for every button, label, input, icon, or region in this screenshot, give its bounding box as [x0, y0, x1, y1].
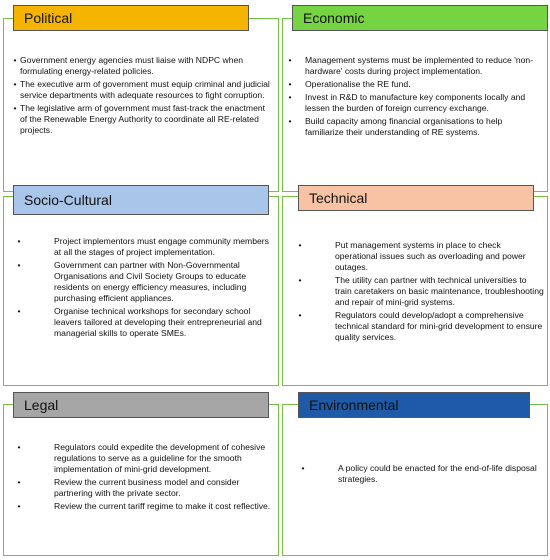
list-item: • Invest in R&D to manufacture key components locally and lessen the burden of foreign currency exchange.	[285, 92, 543, 114]
list-item: • Government energy agencies must liaise with NDPC when formulating energy-related policies.	[10, 55, 272, 77]
political-title: Political	[24, 10, 73, 26]
socio-cultural-title: Socio-Cultural	[24, 192, 112, 208]
bullet-icon: •	[17, 260, 21, 270]
bullet-icon: •	[13, 55, 17, 65]
list-item: • Management systems must be implemented to reduce 'non-hardware' costs during project implementation.	[285, 55, 543, 77]
list-item: • Build capacity among financial organisations to help familiarize their understanding of RE systems.	[285, 116, 543, 138]
bullet-icon: •	[288, 79, 292, 89]
bullet-icon: •	[301, 463, 305, 473]
list-item: • A policy could be enacted for the end-of-life disposal strategies.	[298, 463, 543, 485]
list-item: • Project implementors must engage community members at all the stages of project implementation.	[14, 236, 272, 258]
list-item: • Regulators could expedite the development of cohesive regulations to serve as a guideline for the smooth implementation of mini-grid development.	[14, 442, 272, 475]
legal-header	[13, 392, 269, 418]
political-list	[10, 55, 272, 138]
list-item: • Put management systems in place to check operational issues such as overloading and power outages.	[295, 240, 545, 273]
technical-header	[298, 185, 534, 211]
list-item: • The executive arm of government must equip criminal and judicial service departments with adequate resources to fight corruption.	[10, 79, 272, 101]
list-item: • The legislative arm of government must fast-track the enactment of the Renewable Energy Authority to coordinate all RE-related projects.	[10, 103, 272, 136]
environmental-title: Environmental	[309, 397, 399, 413]
economic-list	[285, 55, 543, 140]
technical-list	[295, 240, 545, 345]
bullet-icon: •	[13, 79, 17, 89]
bullet-icon: •	[17, 501, 21, 511]
bullet-icon: •	[288, 55, 292, 65]
bullet-icon: •	[13, 103, 17, 113]
list-item: • Review the current tariff regime to make it cost reflective.	[14, 501, 272, 512]
bullet-icon: •	[288, 116, 292, 126]
bullet-icon: •	[17, 306, 21, 316]
bullet-icon: •	[298, 275, 302, 285]
list-item: • Regulators could develop/adopt a comprehensive technical standard for mini-grid development to ensure quality services.	[295, 310, 545, 343]
bullet-icon: •	[298, 240, 302, 250]
legal-list	[14, 442, 272, 514]
environmental-header	[298, 392, 530, 418]
bullet-icon: •	[17, 477, 21, 487]
technical-title: Technical	[309, 190, 368, 206]
list-item: • Government can partner with Non-Governmental Organisations and Civil Society Groups to educate residents on energy efficiency measures, including purchasing efficient appliances.	[14, 260, 272, 304]
list-item: • Operationalise the RE fund.	[285, 79, 543, 90]
economic-header	[292, 5, 548, 31]
bullet-icon: •	[288, 92, 292, 102]
socio-cultural-list	[14, 236, 272, 341]
list-item: • Organise technical workshops for secondary school leavers tailored at developing their entrepreneurial and managerial skills to operate SMEs.	[14, 306, 272, 339]
political-header	[13, 5, 249, 31]
legal-title: Legal	[24, 397, 59, 413]
environmental-list	[298, 463, 543, 487]
socio-cultural-header	[13, 185, 269, 215]
bullet-icon: •	[17, 236, 21, 246]
list-item: • Review the current business model and consider partnering with the private sector.	[14, 477, 272, 499]
list-item: • The utility can partner with technical universities to train caretakers on basic maintenance, troubleshooting and repair of mini-grid systems.	[295, 275, 545, 308]
economic-title: Economic	[303, 10, 365, 26]
bullet-icon: •	[17, 442, 21, 452]
bullet-icon: •	[298, 310, 302, 320]
